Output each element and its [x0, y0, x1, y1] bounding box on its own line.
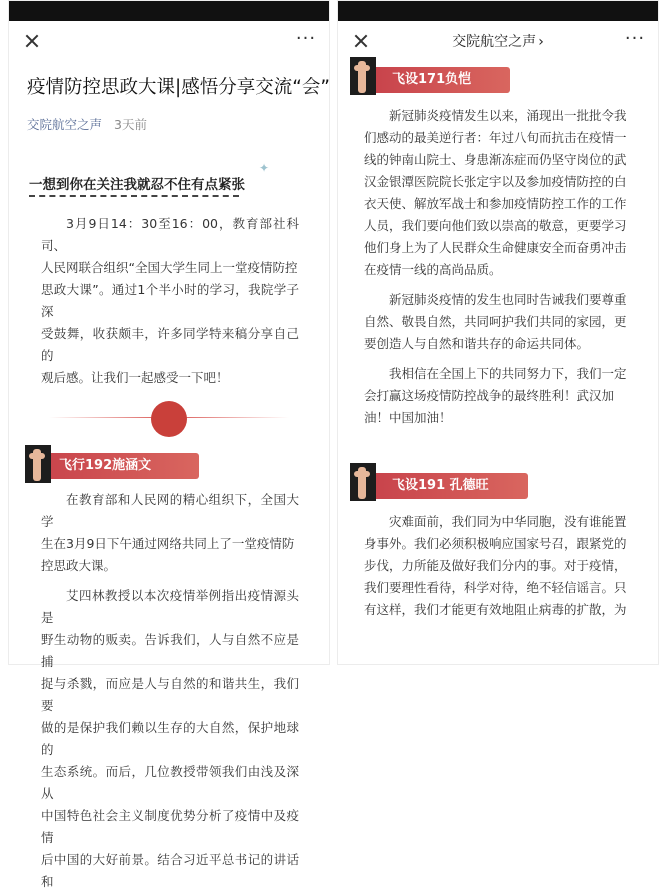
slogan-text: 一想到你在关注我就忍不住有点紧张 — [29, 177, 245, 193]
section3-paragraph-1: 灾难面前，我们同为中华同胞，没有谁能置 身事外。我们必须积极响应国家号召，跟紧党的 步伐，力所能及做好我们分内的事。对于疫情， 我们要理性看待，科学对待，绝不轻信谣言。只 有这样，我们才能更有效地阻止病毒的扩散，为 — [364, 514, 627, 617]
publish-time: 3天前 — [114, 117, 147, 132]
more-dots-icon[interactable]: ··· — [295, 28, 317, 49]
nav-bar — [9, 21, 329, 61]
article-content[interactable] — [9, 61, 330, 889]
section2-paragraph-3: 我相信在全国上下的共同努力下，我们一定 会打赢这场疫情防控战争的最终胜利！武汉加 油！中国加油！ — [364, 366, 627, 425]
section-header-3 — [338, 463, 658, 497]
section1-paragraph-1: 在教育部和人民网的精心组织下，全国大学 生在3月9日下午通过网络共同上了一堂疫情防 控思政大课。 — [41, 492, 299, 573]
more-dots-icon[interactable]: ··· — [624, 28, 646, 49]
nav-bar — [338, 21, 658, 61]
sparkle-icon: ✦ — [258, 161, 269, 175]
left-phone-screen — [8, 0, 330, 889]
section1-paragraph-2: 艾四林教授以本次疫情举例指出疫情源头是 野生动物的贩卖。告诉我们，人与自然不应是捕 捉与杀戮，而应是人与自然的和谐共生，我们要 做的是保护我们赖以生存的大自然，保护地球的 生态系统。而后，几位教授带领我们由浅及深从 中国特色社会主义制度优势分析了疫情中及疫情 后中国的大好前景。结合习近平总书记的讲话和 — [41, 588, 299, 889]
article-content[interactable] — [338, 61, 658, 664]
close-icon[interactable] — [350, 29, 374, 53]
hand-figure-icon — [350, 57, 376, 95]
slogan-block — [29, 161, 269, 203]
article-meta — [27, 115, 329, 133]
status-bar — [338, 1, 658, 21]
hand-figure-icon — [25, 445, 51, 483]
article-title: 疫情防控思政大课|感悟分享交流“会” — [27, 77, 330, 98]
section-label-2: 飞设171负恺 — [364, 67, 510, 93]
section-header-1 — [9, 445, 329, 479]
section2-paragraph-2: 新冠肺炎疫情的发生也同时告诫我们要尊重 自然、敬畏自然，共同呵护我们共同的家园，更 要创造人与自然和谐共存的命运共同体。 — [364, 292, 627, 351]
section-label-3: 飞设191 孔德旺 — [364, 473, 528, 499]
hand-figure-icon — [350, 463, 376, 501]
account-link[interactable]: 交院航空之声 — [27, 117, 103, 132]
close-icon[interactable] — [21, 29, 45, 53]
intro-paragraph: 3月9日14：30至16：00，教育部社科司、 人民网联合组织“全国大学生同上一堂疫情防控 思政大课”。通过1个半小时的学习，我院学子深 受鼓舞，收获颇丰，许多同学特来稿分享自己的 观后感。让我们一起感受一下吧！ — [41, 216, 299, 385]
hand-emblem-icon — [151, 401, 187, 437]
account-title-link[interactable]: 交院航空之声 › — [452, 34, 544, 50]
section-label-1: 飞行192施涵文 — [31, 453, 199, 479]
status-bar — [9, 1, 329, 21]
section-header-2 — [338, 61, 658, 95]
slogan-underline — [29, 195, 239, 197]
section2-paragraph-1: 新冠肺炎疫情发生以来，涌现出一批批令我 们感动的最美逆行者：年过八旬而抗击在疫情一 线的钟南山院士、身患渐冻症而仍坚守岗位的武 汉金银潭医院院长张定宇以及参加疫情防控的白 衣天使、解放军战士和参加疫情防控工作的工作 人员，我们要向他们致以崇高的敬意，更要学习 他们身上为了人民群众生命健康安全而奋勇冲击 在疫情一线的高尚品质。 — [364, 108, 627, 277]
section-divider — [9, 397, 329, 437]
chevron-right-icon: › — [538, 34, 544, 50]
right-phone-screen — [337, 0, 659, 665]
